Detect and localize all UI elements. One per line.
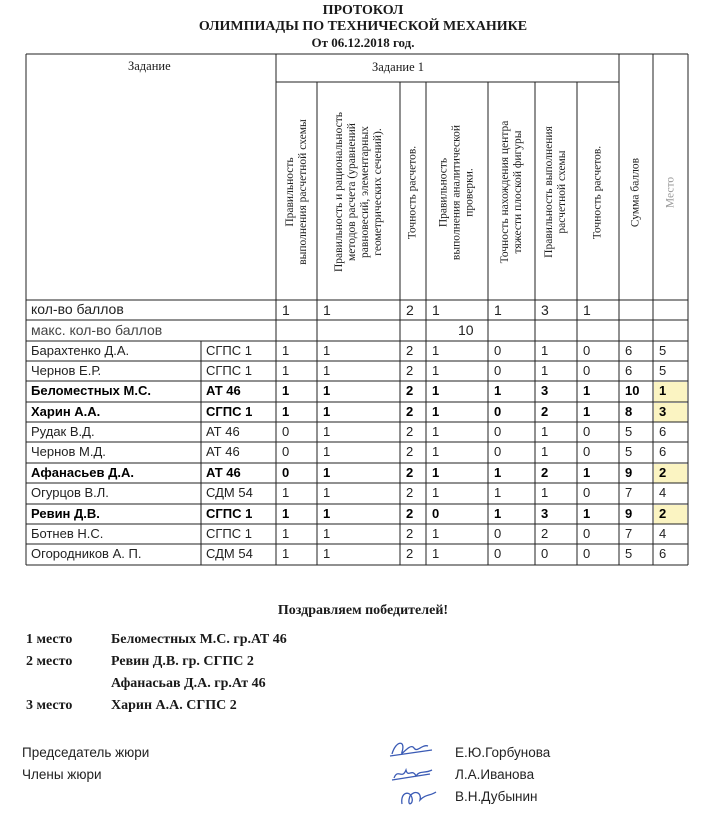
score-cell: 0 bbox=[583, 444, 591, 460]
score-cell: 6 bbox=[659, 546, 667, 562]
criterion-header-line: тяжести плоской фигуры bbox=[511, 130, 524, 254]
participant-name: Рудак В.Д. bbox=[31, 424, 95, 440]
score-cell: 2 bbox=[406, 363, 414, 379]
criterion-header bbox=[543, 86, 569, 298]
score-cell: 1 bbox=[282, 485, 290, 501]
score-cell: 0 bbox=[282, 444, 290, 460]
score-cell: 1 bbox=[541, 444, 549, 460]
task-header: Задание bbox=[128, 59, 171, 73]
score-cell: 1 bbox=[323, 485, 331, 501]
score-cell: 1 bbox=[282, 342, 290, 358]
score-cell: 6 bbox=[625, 342, 633, 358]
score-cell: 1 bbox=[323, 444, 331, 460]
criterion-header-line: проверки. bbox=[463, 167, 476, 217]
score-cell: 1 bbox=[541, 363, 549, 379]
score-cell: 0 bbox=[583, 485, 591, 501]
score-cell: 3 bbox=[541, 383, 549, 399]
score-cell: 1 bbox=[583, 505, 591, 521]
winner-name-2b: Афанасьав Д.А. гр.Ат 46 bbox=[111, 676, 266, 691]
criterion-header-line: методов расчета (уравнений bbox=[345, 123, 358, 261]
score-cell: 1 bbox=[432, 403, 440, 419]
score-cell: 1 bbox=[323, 505, 331, 521]
criterion-header-line: выполнения аналитической bbox=[450, 124, 463, 260]
document-date: От 06.12.2018 год. bbox=[311, 35, 415, 50]
score-cell: 1 bbox=[541, 342, 549, 358]
score-cell: 0 bbox=[583, 525, 591, 541]
score-cell: 1 bbox=[494, 505, 502, 521]
score-cell: 1 bbox=[432, 383, 440, 399]
score-cell: 1 bbox=[432, 464, 440, 480]
criterion-header bbox=[630, 86, 643, 298]
score-cell: 2 bbox=[406, 403, 414, 419]
score-cell: 1 bbox=[282, 403, 290, 419]
winner-name-3: Харин А.А. СГПС 2 bbox=[111, 698, 237, 713]
participant-name: Беломестных М.С. bbox=[31, 383, 151, 399]
document-title: ПРОТОКОЛ bbox=[322, 3, 404, 18]
task-group-header: Задание 1 bbox=[372, 60, 425, 74]
criterion-header bbox=[438, 86, 477, 298]
score-cell: 10 bbox=[625, 383, 640, 399]
points-cell: 3 bbox=[541, 302, 549, 318]
jury-name-2: Л.А.Иванова bbox=[455, 767, 535, 782]
participant-group: СГПС 1 bbox=[206, 505, 253, 521]
winner-place-2: 2 место bbox=[26, 654, 73, 669]
score-cell: 1 bbox=[494, 383, 502, 399]
criterion-header bbox=[407, 86, 420, 298]
score-cell: 0 bbox=[494, 546, 502, 562]
score-cell: 1 bbox=[583, 464, 591, 480]
criterion-header-line: Правильность и рациональность bbox=[332, 111, 345, 273]
score-cell: 0 bbox=[282, 424, 290, 440]
score-cell: 9 bbox=[625, 464, 633, 480]
participant-name: Харин А.А. bbox=[31, 403, 101, 419]
score-cell: 5 bbox=[659, 363, 667, 379]
score-cell: 2 bbox=[406, 464, 414, 480]
winner-place-3: 3 место bbox=[26, 698, 73, 713]
score-cell: 4 bbox=[659, 525, 667, 541]
score-cell: 0 bbox=[282, 464, 290, 480]
score-cell: 6 bbox=[625, 363, 633, 379]
score-cell: 1 bbox=[541, 424, 549, 440]
criterion-header bbox=[284, 86, 310, 298]
criterion-header-line: Точность расчетов. bbox=[406, 145, 419, 239]
score-cell: 5 bbox=[625, 424, 633, 440]
participant-name: Афанасьев Д.А. bbox=[31, 464, 135, 480]
points-cell: 1 bbox=[282, 302, 290, 318]
score-cell: 2 bbox=[659, 464, 667, 480]
jury-name-3: В.Н.Дубынин bbox=[455, 789, 538, 804]
score-cell: 2 bbox=[406, 383, 414, 399]
score-cell: 7 bbox=[625, 485, 633, 501]
score-cell: 0 bbox=[494, 342, 502, 358]
score-cell: 9 bbox=[625, 505, 633, 521]
criterion-header-line: Правильность выполнения bbox=[543, 126, 555, 258]
participant-group: СГПС 1 bbox=[206, 403, 253, 419]
criterion-header bbox=[592, 86, 605, 298]
score-cell: 0 bbox=[583, 424, 591, 440]
score-cell: 1 bbox=[432, 485, 440, 501]
points-label: кол-во баллов bbox=[31, 301, 124, 317]
criterion-header-line: Сумма баллов bbox=[629, 157, 642, 227]
criterion-header-line: Точность нахождения центра bbox=[498, 120, 511, 264]
criterion-header-line: равновесий, элементарных bbox=[358, 126, 371, 258]
signature-2 bbox=[392, 770, 432, 780]
criterion-header bbox=[499, 86, 525, 298]
points-cell: 1 bbox=[583, 302, 591, 318]
max-points-value: 10 bbox=[458, 322, 474, 338]
score-cell: 1 bbox=[494, 464, 502, 480]
participant-group: СГПС 1 bbox=[206, 525, 253, 541]
criterion-header-line: Правильность bbox=[437, 157, 450, 227]
score-cell: 1 bbox=[583, 403, 591, 419]
score-cell: 1 bbox=[432, 424, 440, 440]
criterion-header bbox=[333, 86, 385, 298]
criterion-header-line: геометрических сечений). bbox=[371, 128, 384, 256]
score-cell: 1 bbox=[583, 383, 591, 399]
score-cell: 0 bbox=[494, 403, 502, 419]
winner-name-2: Ревин Д.В. гр. СГПС 2 bbox=[111, 654, 254, 669]
score-cell: 2 bbox=[406, 525, 414, 541]
score-cell: 2 bbox=[406, 424, 414, 440]
score-cell: 4 bbox=[659, 485, 667, 501]
score-cell: 1 bbox=[323, 403, 331, 419]
score-cell: 1 bbox=[541, 485, 549, 501]
score-cell: 5 bbox=[625, 546, 633, 562]
score-cell: 1 bbox=[282, 383, 290, 399]
score-cell: 1 bbox=[282, 363, 290, 379]
participant-name: Ревин Д.В. bbox=[31, 505, 100, 521]
points-cell: 1 bbox=[323, 302, 331, 318]
score-cell: 2 bbox=[406, 444, 414, 460]
score-cell: 1 bbox=[323, 363, 331, 379]
score-cell: 1 bbox=[432, 525, 440, 541]
participant-name: Барахтенко Д.А. bbox=[31, 342, 130, 358]
score-cell: 2 bbox=[541, 525, 549, 541]
criterion-header bbox=[664, 86, 677, 298]
score-cell: 5 bbox=[659, 342, 667, 358]
participant-group: АТ 46 bbox=[206, 464, 241, 480]
score-cell: 1 bbox=[494, 485, 502, 501]
score-cell: 0 bbox=[583, 363, 591, 379]
score-cell: 2 bbox=[406, 546, 414, 562]
score-cell: 1 bbox=[282, 546, 290, 562]
congratulations-heading: Поздравляем победителей! bbox=[277, 603, 449, 618]
criterion-header-line: Место bbox=[664, 176, 676, 208]
score-cell: 0 bbox=[494, 363, 502, 379]
participant-name: Огородников А. П. bbox=[31, 546, 142, 562]
score-cell: 2 bbox=[541, 464, 549, 480]
score-cell: 1 bbox=[432, 444, 440, 460]
criterion-header-line: расчетной схемы bbox=[556, 150, 568, 234]
points-cell: 1 bbox=[494, 302, 502, 318]
points-cell: 1 bbox=[432, 302, 440, 318]
signature-3 bbox=[402, 792, 436, 804]
criterion-header-line: выполнения расчетной схемы bbox=[296, 119, 309, 265]
score-cell: 1 bbox=[432, 342, 440, 358]
score-cell: 0 bbox=[432, 505, 440, 521]
score-cell: 2 bbox=[406, 342, 414, 358]
document-subtitle: ОЛИМПИАДЫ ПО ТЕХНИЧЕСКОЙ МЕХАНИКЕ bbox=[198, 19, 528, 34]
score-cell: 2 bbox=[541, 403, 549, 419]
criterion-header-line: Правильность bbox=[283, 157, 296, 227]
score-cell: 6 bbox=[659, 444, 667, 460]
jury-name-1: Е.Ю.Горбунова bbox=[455, 745, 551, 760]
score-cell: 1 bbox=[282, 525, 290, 541]
score-cell: 1 bbox=[323, 525, 331, 541]
jury-chair-label: Председатель жюри bbox=[22, 745, 150, 760]
participant-name: Чернов Е.Р. bbox=[31, 363, 102, 379]
jury-signatures bbox=[380, 734, 450, 814]
max-points-label: макс. кол-во баллов bbox=[31, 322, 163, 338]
score-cell: 1 bbox=[432, 546, 440, 562]
score-cell: 0 bbox=[583, 342, 591, 358]
score-cell: 2 bbox=[406, 485, 414, 501]
score-cell: 0 bbox=[494, 424, 502, 440]
participant-group: АТ 46 bbox=[206, 424, 240, 440]
winner-place-1: 1 место bbox=[26, 632, 73, 647]
participant-group: СГПС 1 bbox=[206, 363, 253, 379]
score-cell: 2 bbox=[659, 505, 667, 521]
score-cell: 1 bbox=[432, 363, 440, 379]
score-cell: 1 bbox=[323, 383, 331, 399]
score-cell: 0 bbox=[583, 546, 591, 562]
criterion-header-line: Точность расчетов. bbox=[591, 145, 604, 239]
score-cell: 0 bbox=[541, 546, 549, 562]
winner-name-1: Беломестных М.С. гр.АТ 46 bbox=[111, 632, 287, 647]
participant-group: АТ 46 bbox=[206, 444, 240, 460]
score-cell: 1 bbox=[323, 342, 331, 358]
score-cell: 3 bbox=[659, 403, 667, 419]
participant-group: СДМ 54 bbox=[206, 485, 253, 501]
participant-name: Чернов М.Д. bbox=[31, 444, 106, 460]
points-cell: 2 bbox=[406, 302, 414, 318]
jury-members-label: Члены жюри bbox=[22, 767, 102, 782]
score-cell: 2 bbox=[406, 505, 414, 521]
score-cell: 1 bbox=[282, 505, 290, 521]
score-cell: 1 bbox=[323, 424, 331, 440]
score-cell: 3 bbox=[541, 505, 549, 521]
score-cell: 6 bbox=[659, 424, 667, 440]
score-cell: 7 bbox=[625, 525, 633, 541]
participant-name: Ботнев Н.С. bbox=[31, 525, 104, 541]
participant-name: Огурцов В.Л. bbox=[31, 485, 109, 501]
score-cell: 0 bbox=[494, 444, 502, 460]
score-cell: 0 bbox=[494, 525, 502, 541]
participant-group: АТ 46 bbox=[206, 383, 241, 399]
signature-1 bbox=[390, 743, 432, 756]
score-cell: 1 bbox=[323, 464, 331, 480]
score-cell: 1 bbox=[659, 383, 667, 399]
score-cell: 1 bbox=[323, 546, 331, 562]
participant-group: СГПС 1 bbox=[206, 342, 253, 358]
score-cell: 8 bbox=[625, 403, 633, 419]
score-cell: 5 bbox=[625, 444, 633, 460]
participant-group: СДМ 54 bbox=[206, 546, 253, 562]
